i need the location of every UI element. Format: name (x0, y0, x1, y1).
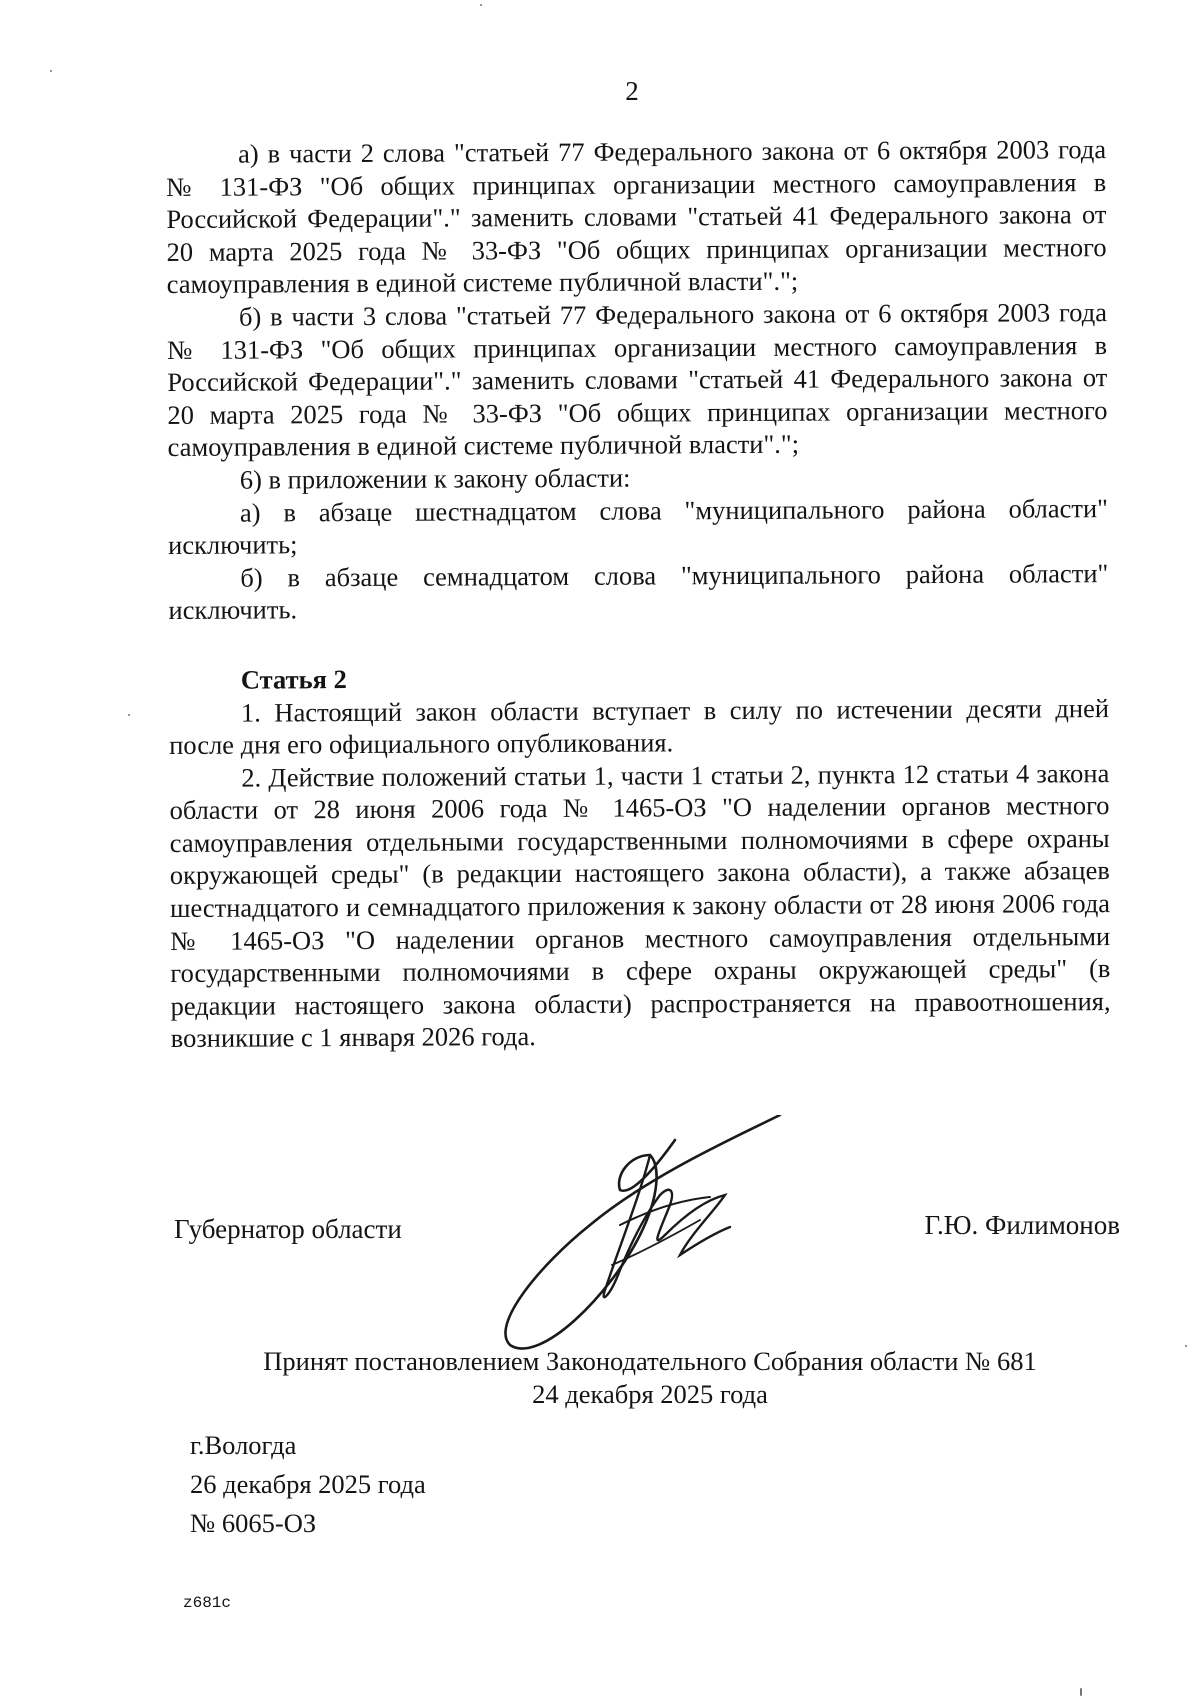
scan-speck (480, 4, 482, 6)
scan-speck (50, 70, 52, 72)
place-and-date (190, 1426, 426, 1543)
paragraph-6-appendix: 6) в приложении к закону области: (239, 462, 631, 495)
adoption-note (0, 1345, 1200, 1411)
article-2-title: Статья 2 (240, 663, 347, 695)
governor-name: Г.Ю. Филимонов (924, 1210, 1120, 1240)
signing-date: 26 декабря 2025 года (190, 1469, 426, 1499)
paragraph-a-part-2: а) в части 2 слова "статьей 77 Федерального закона от 6 октября 2003 года № 131-ФЗ "Об общих принципах организации местного самоуправления в Российской Федерации"." заменить словами "статьей 41 Федерального закона от 20 марта 2025 года № 33-ФЗ "Об общих принципах организации местного самоуправления в единой системе публичной власти"."; (166, 134, 1107, 300)
paragraph-b-part-3: б) в части 3 слова "статьей 77 Федерального закона от 6 октября 2003 года № 131-ФЗ "Об общих принципах организации местного самоуправления в Российской Федерации"." заменить словами "статьей 41 Федерального закона от 20 марта 2025 года № 33-ФЗ "Об общих принципах организации местного самоуправления в единой системе публичной власти"."; (167, 297, 1108, 463)
adoption-date: 24 декабря 2025 года (532, 1379, 768, 1409)
adoption-resolution: Принят постановлением Законодательного Собрания области № 681 (263, 1346, 1037, 1376)
scan-speck (128, 714, 130, 716)
page-number: 2 (625, 76, 639, 106)
article-2-paragraph-2: 2. Действие положений статьи 1, части 1 статьи 2, пункта 12 статьи 4 закона области от 28 июня 2006 года № 1465-ОЗ "О наделении органов местного самоуправления отдельными государственными полномочиями в сфере охраны окружающей среды" (в редакции настоящего закона области), а также абзацев шестнадцатого и семнадцатого приложения к закону области от 28 июня 2006 года № 1465-ОЗ "О наделении органов местного самоуправления отдельными государственными полномочиями в сфере охраны окружающей среды" (в редакции настоящего закона области) распространяется на правоотношения, возникшие с 1 января 2026 года. (169, 757, 1111, 1054)
scan-speck (1185, 1345, 1187, 1347)
article-2-paragraph-1: 1. Настоящий закон области вступает в силу по истечении десяти дней после дня его официального опубликования. (169, 692, 1110, 761)
handwritten-signature (500, 1115, 860, 1355)
paragraph-a-sixteenth: а) в абзаце шестнадцатом слова "муниципального района области" исключить; (168, 492, 1109, 561)
law-text (166, 133, 1111, 1055)
scan-speck (1080, 1688, 1082, 1696)
paragraph-b-seventeenth: б) в абзаце семнадцатом слова "муниципального района области" исключить. (168, 557, 1109, 626)
governor-position: Губернатор области (174, 1214, 402, 1244)
city: г.Вологда (190, 1430, 297, 1460)
law-number: № 6065-ОЗ (190, 1508, 317, 1538)
file-code: z681c (183, 1594, 232, 1612)
